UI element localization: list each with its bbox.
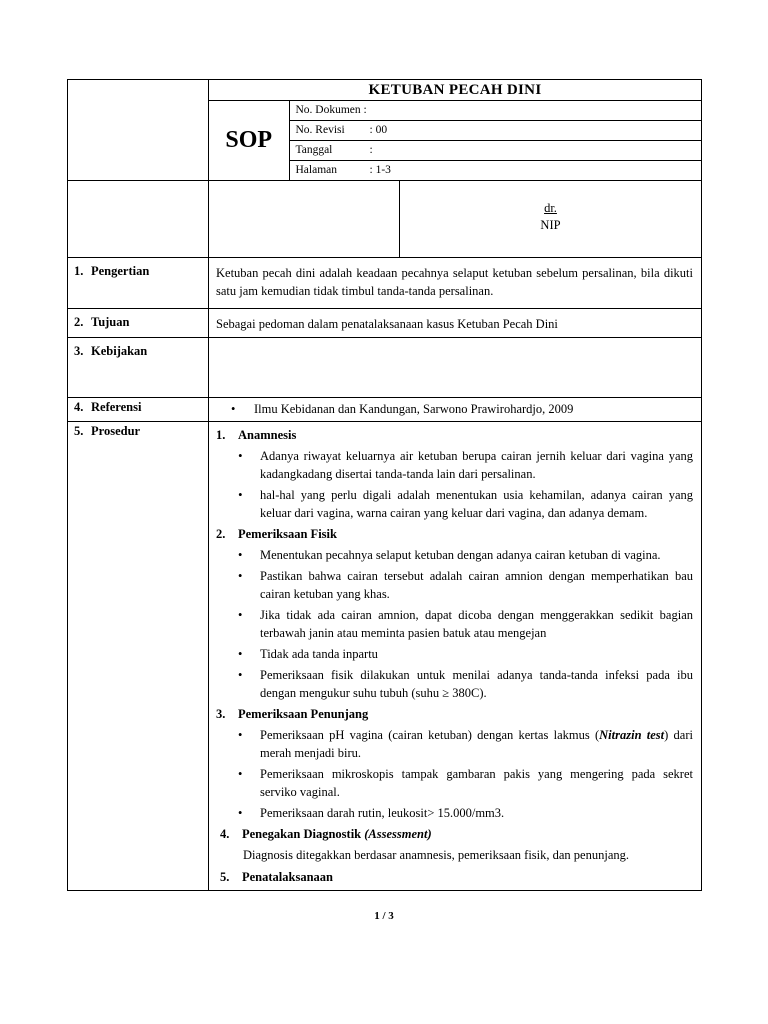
row-kebijakan [68,338,702,398]
list-item: • Jika tidak ada cairan amnion, dapat dicoba dengan menggerakkan sedikit bagian terbawah janin atau meminta pasien batuk atau mengejan [238,608,693,640]
list-item: • Pemeriksaan mikroskopis tampak gambaran pakis yang mengering pada sekret serviko vaginal. [238,767,693,799]
signature-row [68,181,702,258]
sop-table [67,79,702,891]
content-kebijakan [209,338,702,398]
document-title: KETUBAN PECAH DINI [209,80,701,101]
pemeriksaan-fisik-list [216,546,693,702]
content-referensi [209,398,702,422]
list-item: • Tidak ada tanda inpartu [238,647,378,661]
meta-tanggal: Tanggal : [289,141,701,161]
list-item: • Pemeriksaan fisik dilakukan untuk menilai adanya tanda-tanda infeksi pada ibu dengan mengukur suhu tubuh (suhu ≥ 380C). [238,668,693,700]
label-prosedur: 5. Prosedur [68,422,209,891]
nitrazin-test-term: Nitrazin test [599,728,665,742]
content-tujuan: Sebagai pedoman dalam penatalaksanaan kasus Ketuban Pecah Dini [209,309,702,338]
signature-nip: NIP [540,218,561,232]
list-item: • Pemeriksaan pH vagina (cairan ketuban) dengan kertas lakmus (Nitrazin test) dari merah menjadi biru. [238,728,693,760]
diagnostik-text: Diagnosis ditegakkan berdasar anamnesis, pemeriksaan fisik, dan penunjang. [243,848,629,862]
page-number: 1 / 3 [374,910,394,922]
pemeriksaan-penunjang-list [216,726,693,822]
label-kebijakan: 3. Kebijakan [68,338,209,398]
label-tujuan: 2. Tujuan [68,309,209,338]
header-inner [209,80,701,180]
meta-no-dokumen: No. Dokumen : [289,101,701,121]
list-item: • Adanya riwayat keluarnya air ketuban berupa cairan jernih keluar dari vagina yang kadangkadang disertai tanda-tanda lain dari persalinan. [238,449,693,481]
list-item: • Menentukan pecahnya selaput ketuban dengan adanya cairan ketuban di vagina. [238,548,661,562]
list-item: • Pemeriksaan darah rutin, leukosit> 15.000/mm3. [238,806,505,820]
meta-halaman: Halaman : 1-3 [289,161,701,181]
row-tujuan [68,309,702,338]
meta-no-revisi: No. Revisi : 00 [289,121,701,141]
row-pengertian [68,258,702,309]
row-prosedur [68,422,702,891]
list-item: • Pastikan bahwa cairan tersebut adalah cairan amnion dengan memperhatikan bau cairan ketuban yang khas. [238,569,693,601]
sop-label: SOP [209,101,289,181]
list-item: • Ilmu Kebidanan dan Kandungan, Sarwono Prawirohardjo, 2009 [231,402,574,416]
label-referensi: 4. Referensi [68,398,209,422]
label-pengertian: 1. Pengertian [68,258,209,309]
list-item: • hal-hal yang perlu digali adalah menentukan usia kehamilan, adanya cairan yang keluar dari vagina, warna cairan yang keluar dari vagina, dan adanya demam. [238,488,693,520]
header-row [68,80,702,181]
subsection-penegakan-diagnostik: 4. Penegakan Diagnostik (Assessment) [220,827,432,841]
row-referensi [68,398,702,422]
subsection-anamnesis: 1. Anamnesis [216,428,297,442]
content-pengertian: Ketuban pecah dini adalah keadaan pecahnya selaput ketuban sebelum persalinan, bila dikuti satu jam kemudian tidak timbul tanda-tanda persalinan. [209,258,702,309]
subsection-penatalaksanaan: 5. Penatalaksanaan [220,870,333,884]
signature-block [400,181,702,258]
anamnesis-list [216,447,693,522]
subsection-pemeriksaan-fisik: 2. Pemeriksaan Fisik [216,527,337,541]
header-cell [209,80,702,181]
subsection-pemeriksaan-penunjang: 3. Pemeriksaan Penunjang [216,707,369,721]
content-prosedur [209,422,702,891]
signature-name: dr. [544,201,557,215]
sig-empty-left [68,181,209,258]
sig-empty-mid [209,181,400,258]
logo-cell [68,80,209,181]
